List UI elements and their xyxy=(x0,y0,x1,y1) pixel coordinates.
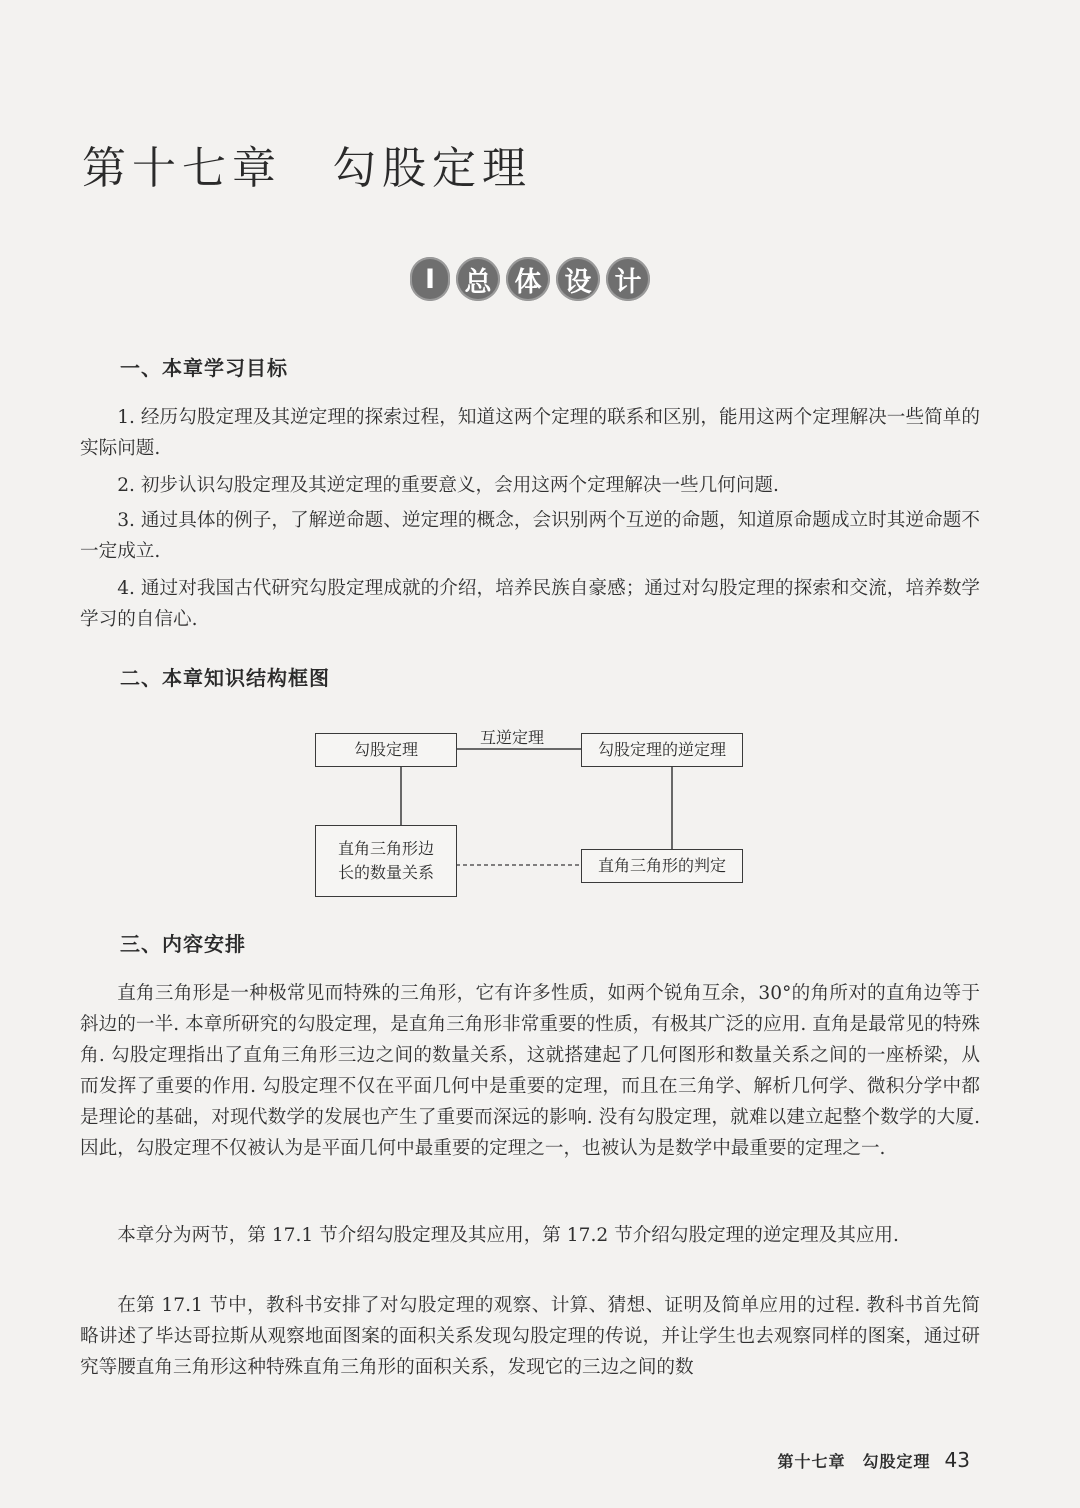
node-right-triangle-judgement: 直角三角形的判定 xyxy=(581,849,743,883)
node-converse-theorem: 勾股定理的逆定理 xyxy=(581,733,743,767)
node-pythagorean-theorem: 勾股定理 xyxy=(315,733,457,767)
part-title-char: I xyxy=(410,257,450,301)
node-side-relation-line: 长的数量关系 xyxy=(337,863,434,882)
content-paragraph: 在第 17.1 节中，教科书安排了对勾股定理的观察、计算、猜想、证明及简单应用的过程. 教科书首先简略讲述了毕达哥拉斯从观察地面图案的面积关系发现勾股定理的传说，并让学生也去观察同样的图案，通过研究等腰直角三角形这种特殊直角三角形的面积关系，发现它的三边之间的数 xyxy=(80,1295,980,1378)
footer-chapter-title: 第十七章 勾股定理 xyxy=(777,1452,931,1471)
section-heading-content: 三、内容安排 xyxy=(120,932,246,956)
content-paragraph: 本章分为两节，第 17.1 节介绍勾股定理及其应用，第 17.2 节介绍勾股定理的逆定理及其应用. xyxy=(117,1225,899,1246)
content-paragraph: 直角三角形是一种极常见而特殊的三角形，它有许多性质，如两个锐角互余，30°的角所对的直角边等于斜边的一半. 本章所研究的勾股定理，是直角三角形非常重要的性质，有极其广泛的应用. 直角是最常见的特殊角. 勾股定理指出了直角三角形三边之间的数量关系，这就搭建起了几何图形和数量关系之间的一座桥梁，从而发挥了重要的作用. 勾股定理不仅在平面几何中是重要的定理，而且在三角学、解析几何学、微积分学中都是理论的基础，对现代数学的发展也产生了重要而深远的影响. 没有勾股定理，就难以建立起整个数学的大厦. 因此，勾股定理不仅被认为是平面几何中最重要的定理之一，也被认为是数学中最重要的定理之一. xyxy=(80,983,980,1159)
goal-item: 3. 通过具体的例子，了解逆命题、逆定理的概念，会识别两个互逆的命题，知道原命题成立时其逆命题不一定成立. xyxy=(80,510,980,562)
node-side-relation xyxy=(315,825,457,897)
section-heading-goals: 一、本章学习目标 xyxy=(120,356,288,380)
part-title-char: 设 xyxy=(556,257,600,301)
knowledge-structure-diagram xyxy=(300,715,760,905)
chapter-title: 第十七章 勾股定理 xyxy=(82,143,532,194)
part-title-char: 总 xyxy=(456,257,500,301)
node-side-relation-line: 直角三角形边 xyxy=(337,839,434,858)
part-title-char: 计 xyxy=(606,257,650,301)
section-heading-structure: 二、本章知识结构框图 xyxy=(120,666,330,690)
goal-item: 2. 初步认识勾股定理及其逆定理的重要意义，会用这两个定理解决一些几何问题. xyxy=(117,475,779,496)
goal-item: 4. 通过对我国古代研究勾股定理成就的介绍，培养民族自豪感；通过对勾股定理的探索和交流，培养数学学习的自信心. xyxy=(80,578,980,630)
page-number: 43 xyxy=(944,1448,970,1472)
part-title-char: 体 xyxy=(506,257,550,301)
page-footer xyxy=(778,1448,970,1472)
edge-label-inverse: 互逆定理 xyxy=(480,728,545,747)
part-title xyxy=(410,257,650,301)
goal-item: 1. 经历勾股定理及其逆定理的探索过程，知道这两个定理的联系和区别，能用这两个定理解决一些简单的实际问题. xyxy=(80,407,980,459)
